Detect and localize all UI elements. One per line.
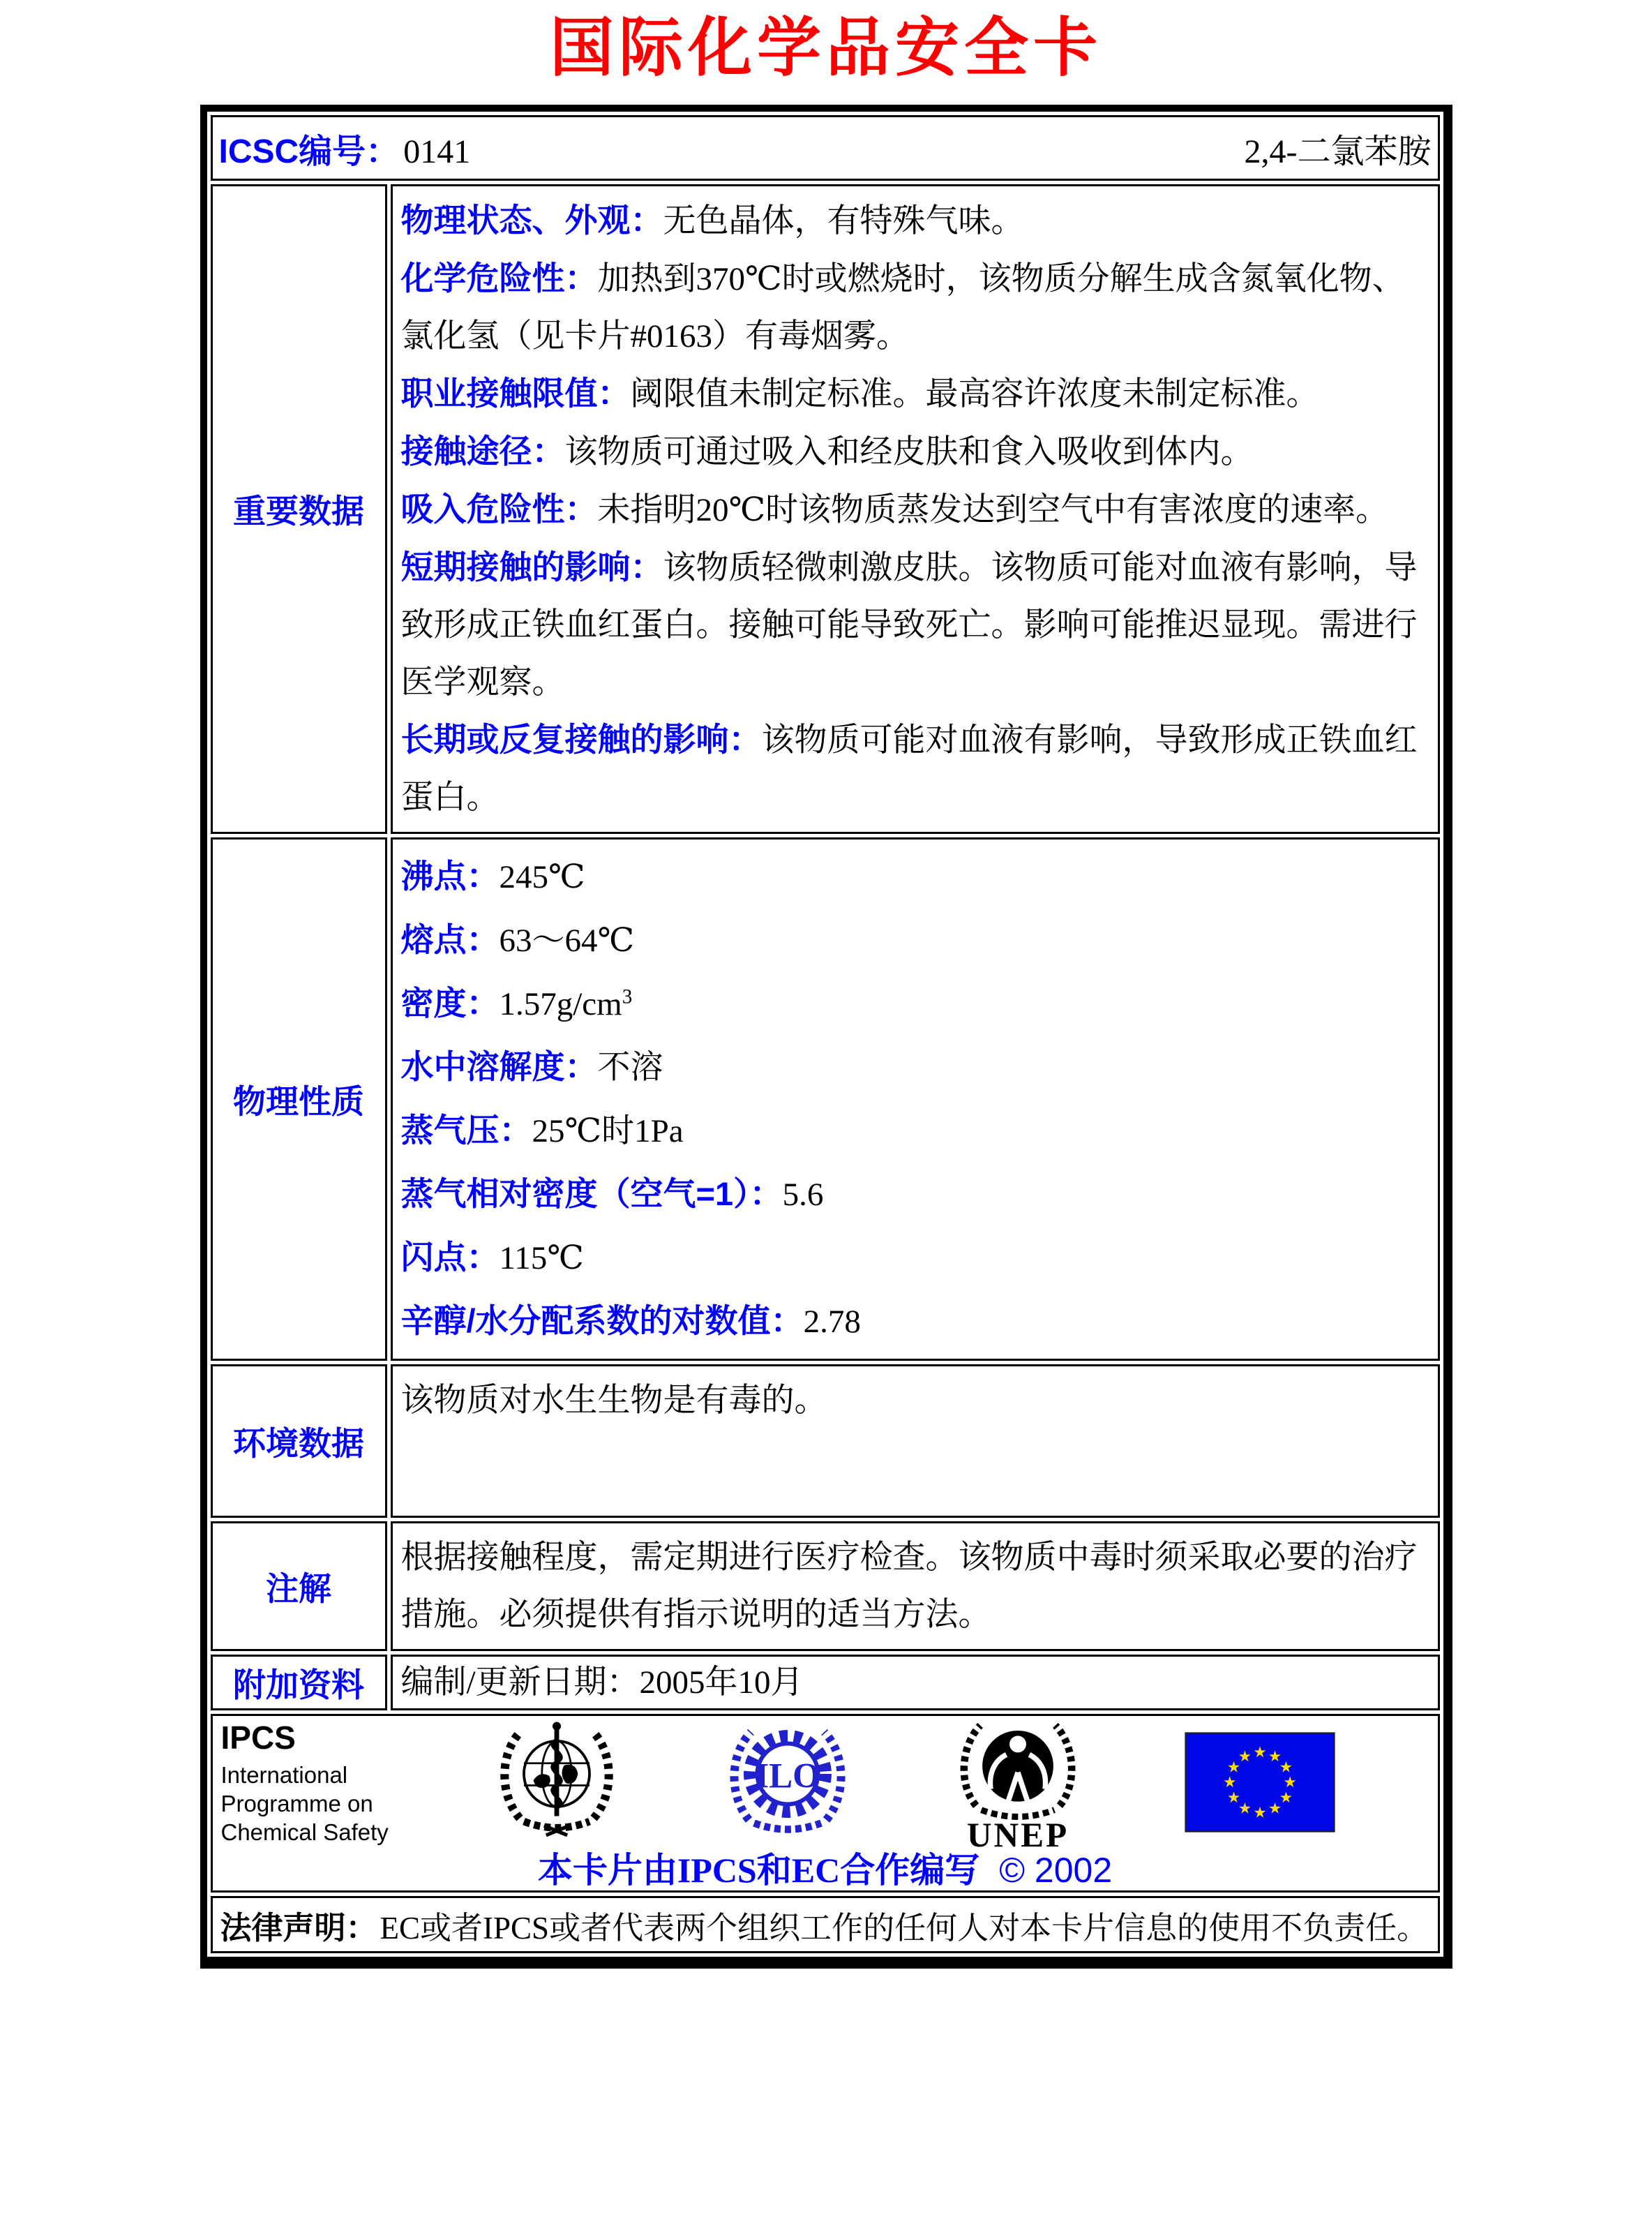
svg-text:★: ★ bbox=[1279, 1789, 1293, 1807]
property-label: 密度： bbox=[400, 985, 500, 1022]
row-label-environmental-data: 环境数据 bbox=[211, 1364, 387, 1518]
icsc-number-label: ICSC编号： bbox=[218, 133, 400, 170]
item-label: 吸入危险性： bbox=[400, 491, 598, 528]
property-label: 沸点： bbox=[400, 858, 500, 895]
ilo-icon bbox=[725, 1719, 850, 1849]
item-label: 职业接触限值： bbox=[400, 375, 631, 412]
property-line bbox=[401, 845, 1429, 909]
property-label: 熔点： bbox=[400, 921, 500, 958]
eu-flag-icon bbox=[1185, 1732, 1335, 1836]
notes-row bbox=[211, 1521, 1440, 1651]
svg-text:★: ★ bbox=[1223, 1773, 1237, 1791]
cooperation-caption bbox=[217, 1851, 1434, 1889]
item-text: 该物质可能对血液有影响，导致形成正铁血红蛋白。 bbox=[400, 722, 1418, 816]
svg-text:★: ★ bbox=[1227, 1759, 1241, 1777]
physical-properties-row bbox=[211, 837, 1440, 1361]
property-line bbox=[401, 1163, 1429, 1226]
property-superscript: 3 bbox=[622, 985, 633, 1008]
header-cell bbox=[211, 115, 1440, 181]
logos-row bbox=[211, 1714, 1440, 1893]
important-item bbox=[401, 711, 1429, 826]
property-value: 115℃ bbox=[499, 1240, 584, 1276]
property-value: 2.78 bbox=[803, 1304, 861, 1340]
legal-cell bbox=[211, 1896, 1440, 1953]
ipcs-line: Chemical Safety bbox=[220, 1819, 389, 1845]
legal-text: EC或者IPCS或者代表两个组织工作的任何人对本卡片信息的使用不负责任。 bbox=[380, 1910, 1429, 1946]
row-label-physical-properties: 物理性质 bbox=[211, 837, 387, 1361]
svg-text:★: ★ bbox=[1268, 1747, 1282, 1766]
environmental-data-row bbox=[211, 1364, 1440, 1518]
property-line bbox=[401, 909, 1429, 972]
notes-content: 根据接触程度，需定期进行医疗检查。该物质中毒时须采取必要的治疗措施。必须提供有指示说明的适当方法。 bbox=[391, 1521, 1440, 1651]
property-line bbox=[401, 1099, 1429, 1163]
svg-text:★: ★ bbox=[1238, 1747, 1252, 1766]
page-title: 国际化学品安全卡 bbox=[549, 13, 1102, 84]
item-text: 阈限值未制定标准。最高容许浓度未制定标准。 bbox=[630, 376, 1319, 412]
property-label: 蒸气压： bbox=[400, 1112, 532, 1149]
svg-text:★: ★ bbox=[1227, 1789, 1241, 1807]
caption-text: 本卡片由IPCS和EC合作编写 bbox=[537, 1851, 980, 1890]
ipcs-line: Programme on bbox=[220, 1790, 373, 1816]
ilo-letters: ILO bbox=[754, 1756, 820, 1796]
item-label: 短期接触的影响： bbox=[400, 548, 663, 585]
icsc-card-table bbox=[200, 105, 1452, 1969]
property-label: 水中溶解度： bbox=[400, 1048, 598, 1085]
svg-text:★: ★ bbox=[1253, 1803, 1268, 1821]
important-data-content bbox=[391, 184, 1440, 834]
header-row bbox=[211, 115, 1440, 181]
environmental-data-content: 该物质对水生生物是有毒的。 bbox=[391, 1364, 1440, 1518]
property-value: 不溶 bbox=[597, 1050, 663, 1086]
item-text: 无色晶体，有特殊气味。 bbox=[663, 203, 1024, 239]
important-item bbox=[401, 423, 1429, 481]
legal-row bbox=[211, 1896, 1440, 1953]
item-text: 该物质可通过吸入和经皮肤和食入吸收到体内。 bbox=[564, 434, 1254, 470]
logos-cell bbox=[211, 1714, 1440, 1893]
copyright-text: © 2002 bbox=[999, 1851, 1113, 1890]
svg-text:★: ★ bbox=[1279, 1759, 1293, 1777]
important-item bbox=[401, 365, 1429, 423]
property-value: 245℃ bbox=[499, 859, 585, 895]
svg-text:★: ★ bbox=[1268, 1800, 1282, 1818]
property-line bbox=[401, 1036, 1429, 1099]
item-label: 长期或反复接触的影响： bbox=[400, 721, 762, 758]
property-value: 1.57g/cm bbox=[499, 986, 622, 1022]
property-line bbox=[401, 1226, 1429, 1290]
item-label: 物理状态、外观： bbox=[400, 202, 663, 239]
additional-info-row bbox=[211, 1655, 1440, 1710]
who-icon bbox=[493, 1719, 620, 1849]
item-text: 该物质轻微刺激皮肤。该物质可能对血液有影响，导致形成正铁血红蛋白。接触可能导致死亡。影响可能推迟显现。需进行医学观察。 bbox=[400, 550, 1418, 701]
important-data-row bbox=[211, 184, 1440, 834]
item-text: 加热到370℃时或燃烧时，该物质分解生成含氮氧化物、氯化氢（见卡片#0163）有毒烟雾。 bbox=[400, 261, 1405, 355]
property-line bbox=[401, 1290, 1429, 1353]
legal-label: 法律声明： bbox=[220, 1909, 377, 1946]
property-line bbox=[401, 972, 1429, 1036]
property-label: 蒸气相对密度（空气=1）： bbox=[400, 1175, 783, 1212]
additional-info-content: 编制/更新日期：2005年10月 bbox=[391, 1655, 1440, 1710]
ipcs-line: International bbox=[220, 1761, 348, 1788]
important-item bbox=[401, 481, 1429, 539]
svg-text:★: ★ bbox=[1283, 1773, 1298, 1791]
row-label-important-data: 重要数据 bbox=[211, 184, 387, 834]
ipcs-text-block bbox=[220, 1719, 389, 1846]
unep-icon bbox=[955, 1714, 1081, 1854]
item-label: 接触途径： bbox=[400, 433, 565, 470]
property-value: 25℃时1Pa bbox=[532, 1113, 684, 1149]
property-label: 辛醇/水分配系数的对数值： bbox=[400, 1302, 804, 1339]
property-value: 5.6 bbox=[782, 1177, 824, 1213]
row-label-notes: 注解 bbox=[211, 1521, 387, 1651]
svg-text:★: ★ bbox=[1253, 1743, 1268, 1761]
icsc-number: 0141 bbox=[403, 133, 471, 170]
item-text: 未指明20℃时该物质蒸发达到空气中有害浓度的速率。 bbox=[597, 492, 1389, 528]
property-label: 闪点： bbox=[400, 1239, 500, 1276]
unep-label: UNEP bbox=[966, 1815, 1069, 1851]
important-item bbox=[401, 539, 1429, 711]
row-label-additional-info: 附加资料 bbox=[211, 1655, 387, 1710]
svg-text:★: ★ bbox=[1238, 1800, 1252, 1818]
physical-properties-content bbox=[391, 837, 1440, 1361]
item-label: 化学危险性： bbox=[400, 260, 598, 297]
chemical-name: 2,4-二氯苯胺 bbox=[1244, 133, 1432, 170]
ipcs-abbr: IPCS bbox=[220, 1719, 296, 1756]
property-value: 63～64℃ bbox=[499, 923, 635, 959]
important-item bbox=[401, 192, 1429, 250]
icsc-number-group bbox=[219, 124, 471, 172]
important-item bbox=[401, 250, 1429, 365]
